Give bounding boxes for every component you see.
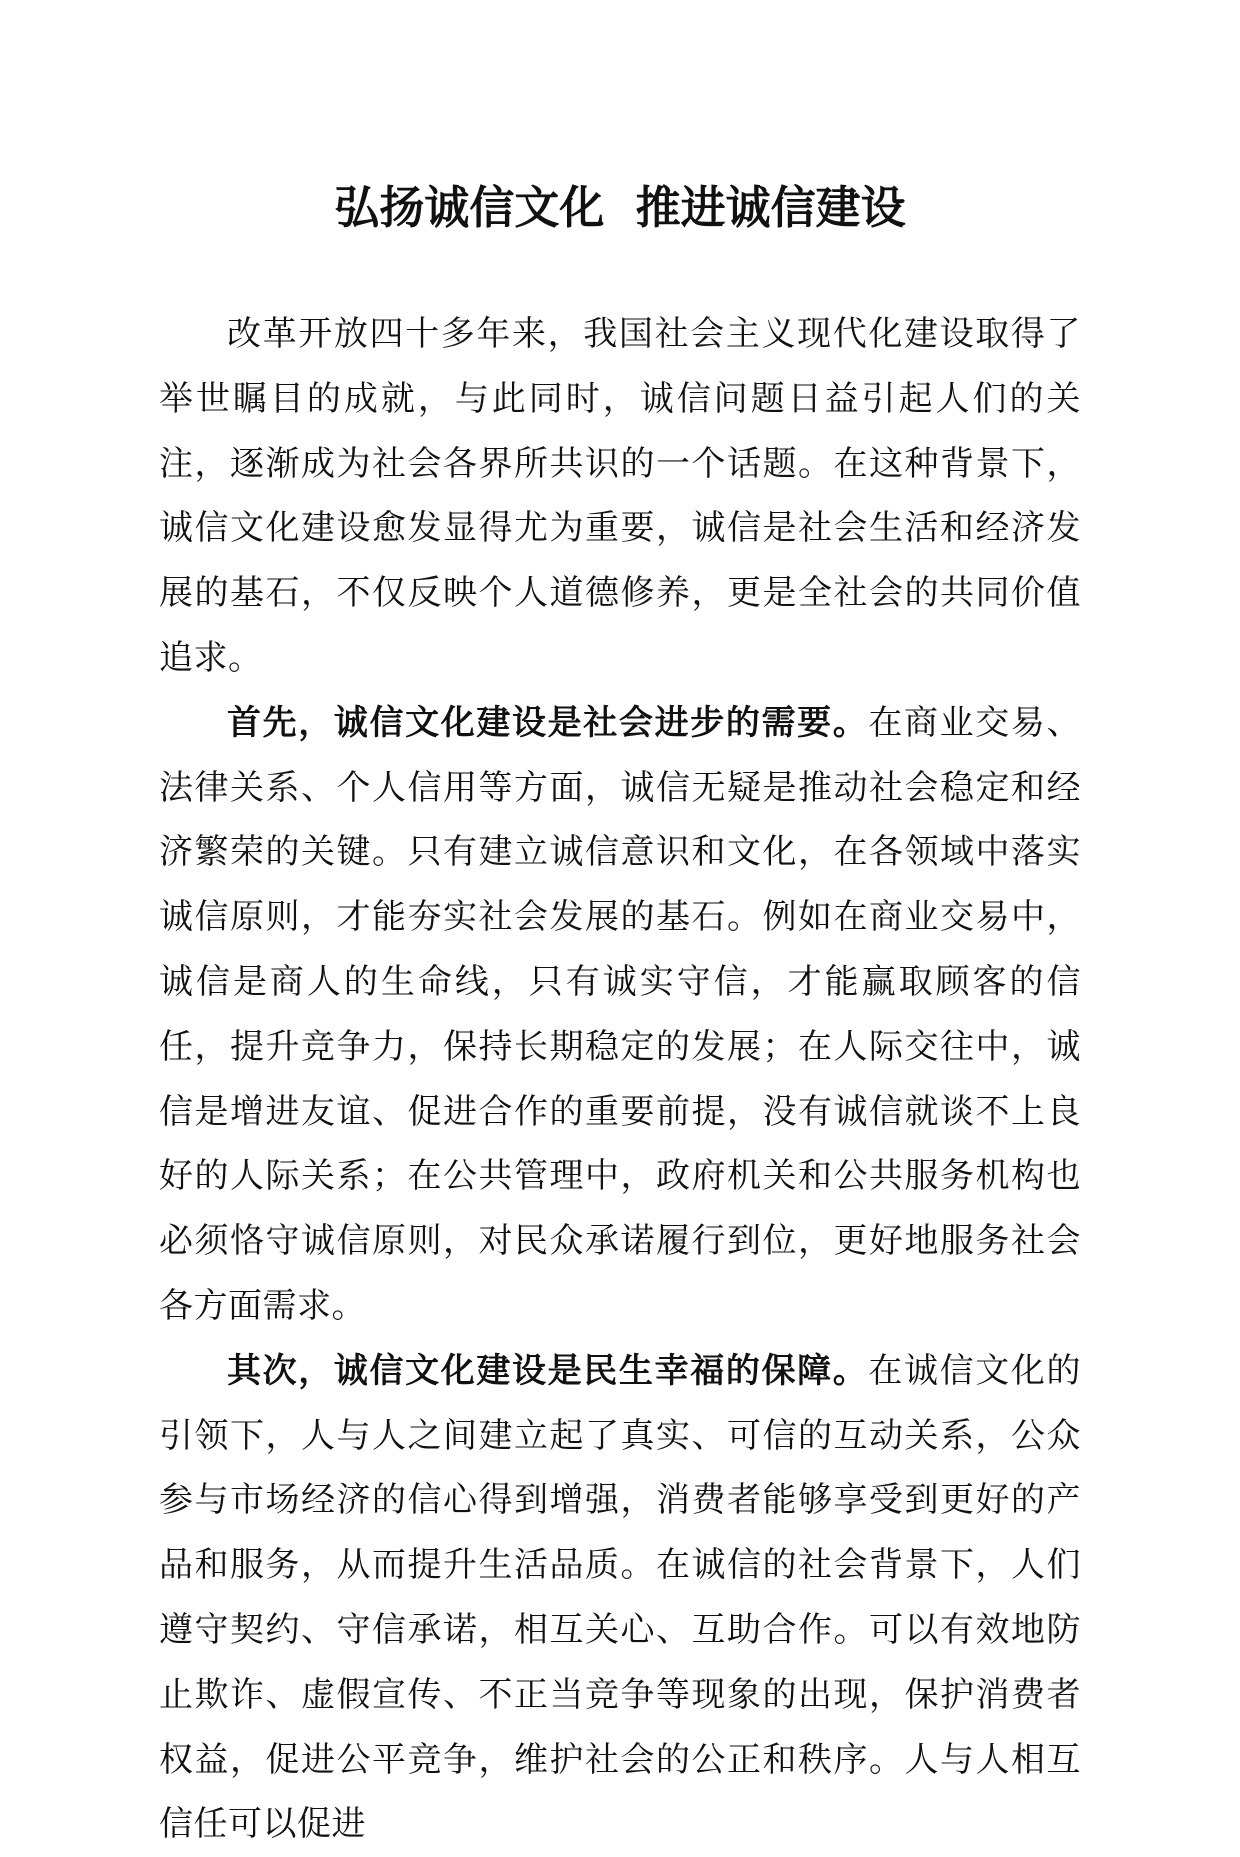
paragraph-lead: 其次，诚信文化建设是民生幸福的保障。	[227, 1350, 869, 1391]
paragraph-second-point	[159, 1339, 1081, 1857]
document-title: 弘扬诚信文化 推进诚信建设	[334, 181, 906, 234]
paragraph-text: 在诚信文化的引领下，人与人之间建立起了真实、可信的互动关系，公众参与市场经济的信心得到增强，消费者能够享受到更好的产品和服务，从而提升生活品质。在诚信的社会背景下，人们遵守契约、守信承诺，相互关心、互助合作。可以有效地防止欺诈、虚假宣传、不正当竞争等现象的出现，保护消费者权益，促进公平竞争，维护社会的公正和秩序。人与人相互信任可以促进	[159, 1350, 1082, 1845]
paragraph-intro	[159, 302, 1081, 691]
paragraph-lead: 首先，诚信文化建设是社会进步的需要。	[227, 702, 869, 743]
paragraph-first-point	[159, 691, 1081, 1339]
paragraph-text: 在商业交易、法律关系、个人信用等方面，诚信无疑是推动社会稳定和经济繁荣的关键。只有建立诚信意识和文化，在各领域中落实诚信原则，才能夯实社会发展的基石。例如在商业交易中，诚信是商人的生命线，只有诚实守信，才能赢取顾客的信任，提升竞争力，保持长期稳定的发展；在人际交往中，诚信是增进友谊、促进合作的重要前提，没有诚信就谈不上良好的人际关系；在公共管理中，政府机关和公共服务机构也必须恪守诚信原则，对民众承诺履行到位，更好地服务社会各方面需求。	[159, 702, 1082, 1326]
document-body	[159, 302, 1081, 1857]
paragraph-text: 改革开放四十多年来，我国社会主义现代化建设取得了举世瞩目的成就，与此同时，诚信问题日益引起人们的关注，逐渐成为社会各界所共识的一个话题。在这种背景下，诚信文化建设愈发显得尤为重要，诚信是社会生活和经济发展的基石，不仅反映个人道德修养，更是全社会的共同价值追求。	[159, 314, 1081, 678]
